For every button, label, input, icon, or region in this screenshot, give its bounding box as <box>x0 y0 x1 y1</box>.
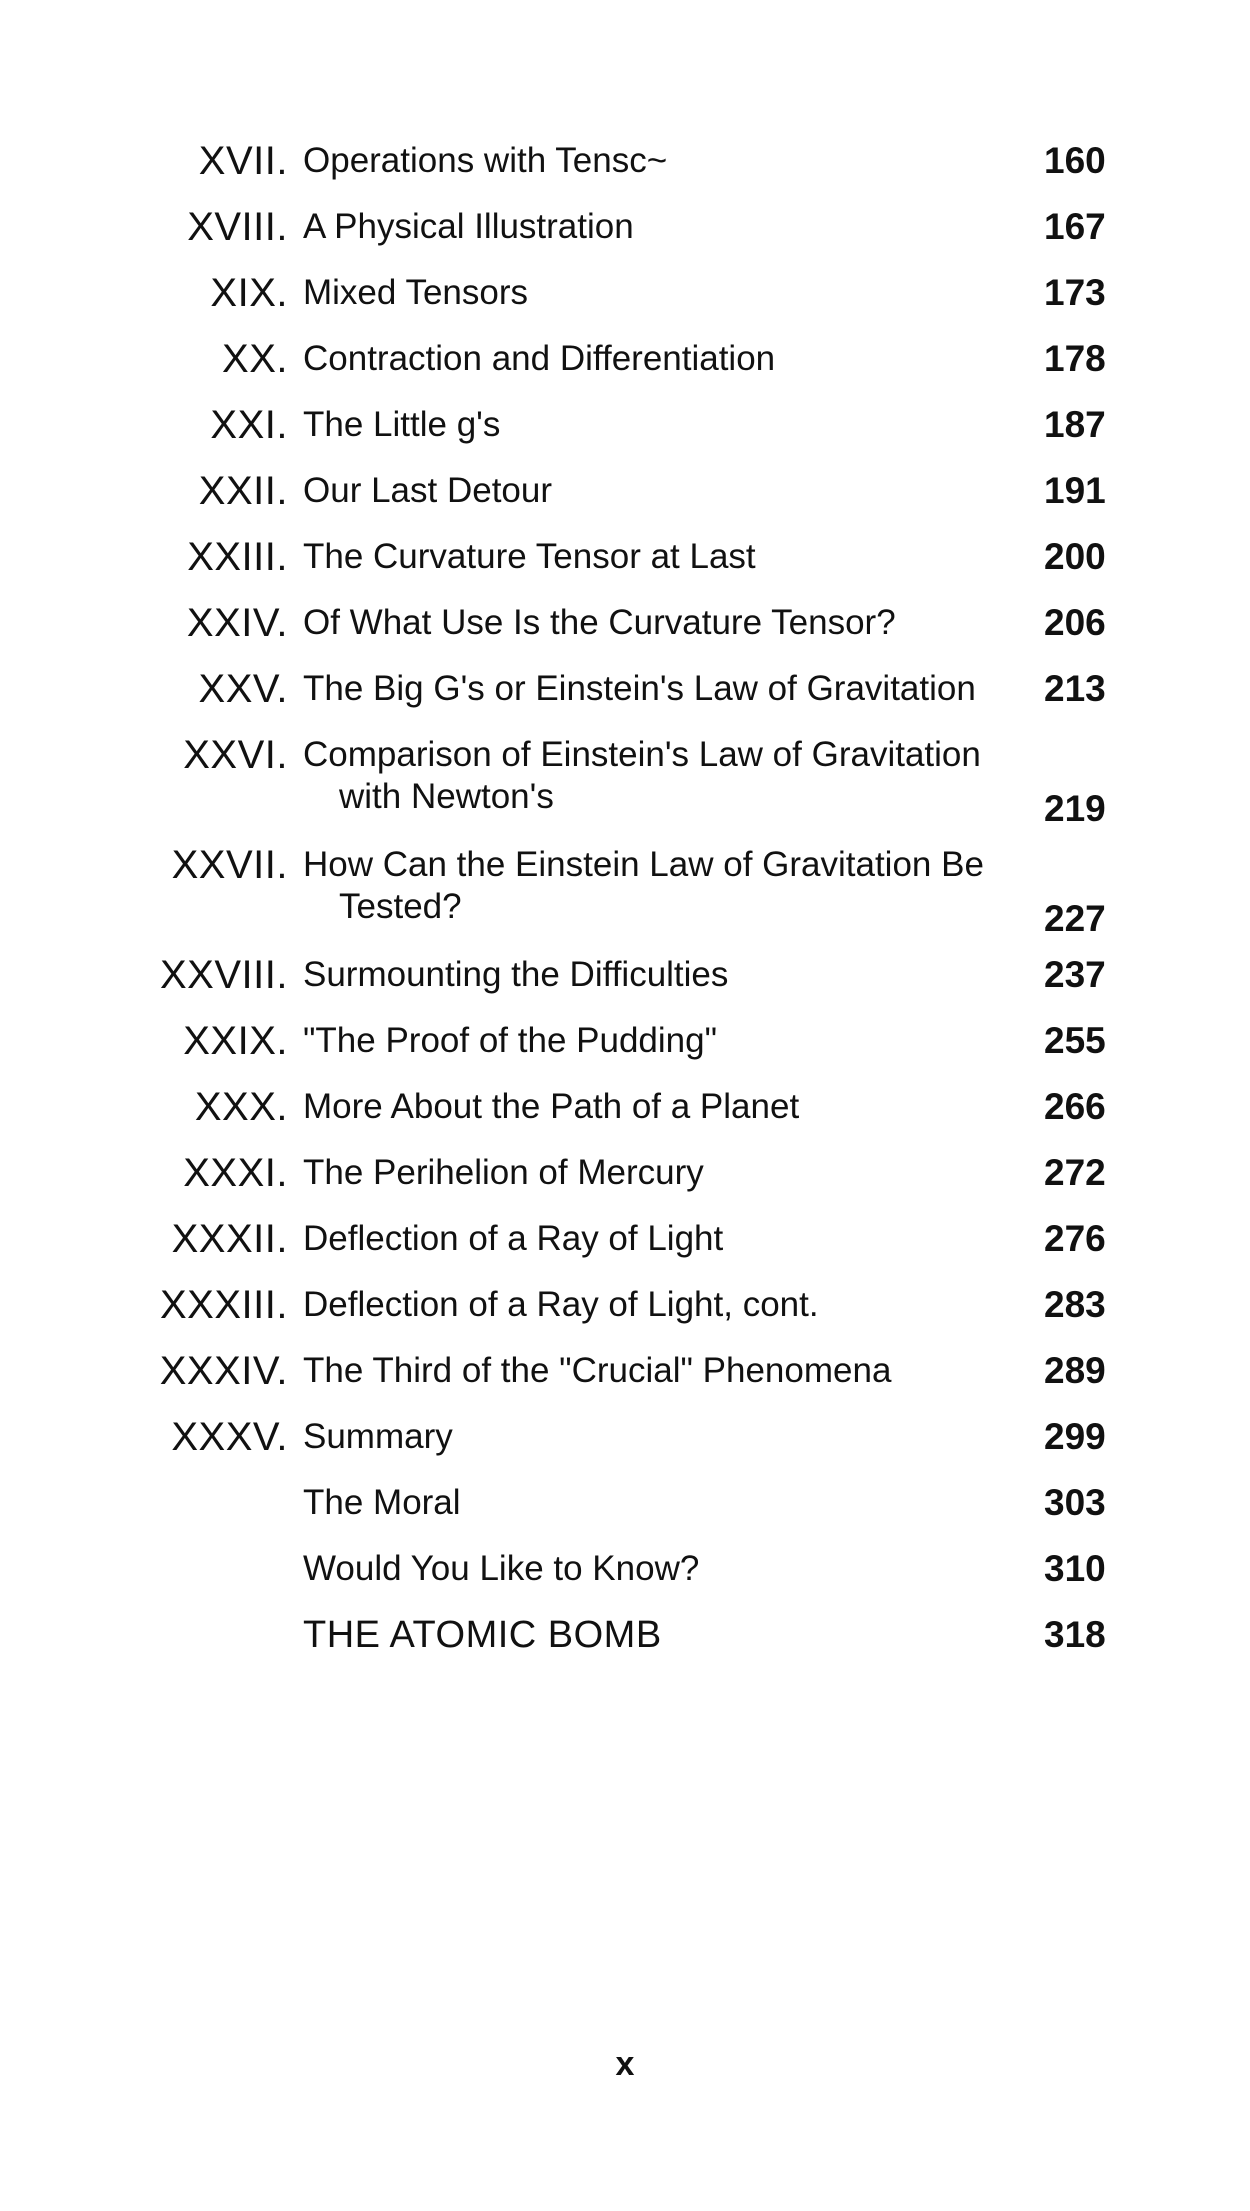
chapter-title: The Curvature Tensor at Last <box>303 537 756 576</box>
chapter-title: The Perihelion of Mercury <box>303 1153 704 1192</box>
chapter-number: XXII. <box>198 469 288 513</box>
chapter-title: The Little g's <box>303 405 501 444</box>
section-title: Would You Like to Know? <box>303 1549 700 1588</box>
page-folio: x <box>615 2045 635 2083</box>
chapter-title: Summary <box>303 1417 453 1456</box>
toc-entry-xxxv <box>0 1414 1250 1480</box>
section-title: THE ATOMIC BOMB <box>303 1614 662 1656</box>
chapter-number: XXXII. <box>171 1217 288 1261</box>
chapter-title: Deflection of a Ray of Light <box>303 1219 724 1258</box>
page-number: 318 <box>1044 1614 1106 1655</box>
page-number: 303 <box>1044 1482 1106 1523</box>
table-of-contents <box>0 138 1250 1678</box>
toc-entry-xxix <box>0 1018 1250 1084</box>
toc-entry-xxxii <box>0 1216 1250 1282</box>
toc-entry-xx <box>0 336 1250 402</box>
chapter-title: Surmounting the Difficulties <box>303 955 729 994</box>
page-number: 272 <box>1044 1152 1106 1193</box>
chapter-number: XXXV. <box>171 1415 288 1459</box>
page-number: 255 <box>1044 1020 1106 1061</box>
page-number: 200 <box>1044 536 1106 577</box>
page-number: 283 <box>1044 1284 1106 1325</box>
chapter-number: XVII. <box>198 139 288 183</box>
toc-entry-xxi <box>0 402 1250 468</box>
page-number: 276 <box>1044 1218 1106 1259</box>
toc-entry-atomic-bomb <box>0 1612 1250 1678</box>
chapter-title: Operations with Tensc~ <box>303 141 668 180</box>
section-title: The Moral <box>303 1483 461 1522</box>
chapter-number: XXVII. <box>171 843 288 887</box>
chapter-number: XXV. <box>198 667 288 711</box>
chapter-title: The Big G's or Einstein's Law of Gravitation <box>303 669 976 708</box>
page-number: 206 <box>1044 602 1106 643</box>
toc-entry-xix <box>0 270 1250 336</box>
chapter-number: XXIII. <box>187 535 288 579</box>
toc-entry-xxvi <box>0 732 1250 842</box>
chapter-number: XXXIV. <box>159 1349 288 1393</box>
toc-entry-moral <box>0 1480 1250 1546</box>
page-number: 173 <box>1044 272 1106 313</box>
toc-entry-would-you-like-to-know <box>0 1546 1250 1612</box>
chapter-number: XXI. <box>210 403 288 447</box>
chapter-title: Mixed Tensors <box>303 273 529 312</box>
chapter-number: XXX. <box>194 1085 288 1129</box>
chapter-number: XVIII. <box>187 205 288 249</box>
page-number: 187 <box>1044 404 1106 445</box>
page-number: 227 <box>1044 898 1106 939</box>
chapter-title: More About the Path of a Planet <box>303 1087 800 1126</box>
chapter-number: XXXIII. <box>160 1283 288 1327</box>
toc-entry-xxxiii <box>0 1282 1250 1348</box>
page-number: 178 <box>1044 338 1106 379</box>
chapter-title <box>303 734 1023 818</box>
page-number: 167 <box>1044 206 1106 247</box>
toc-entry-xxvii <box>0 842 1250 952</box>
page-number: 219 <box>1044 788 1106 829</box>
toc-entry-xxx <box>0 1084 1250 1150</box>
chapter-title: Deflection of a Ray of Light, cont. <box>303 1285 819 1324</box>
chapter-title <box>303 844 1023 928</box>
chapter-title-line2: with Newton's <box>339 777 554 816</box>
page-number: 289 <box>1044 1350 1106 1391</box>
chapter-number: XXVI. <box>183 733 288 777</box>
page-number: 266 <box>1044 1086 1106 1127</box>
toc-entry-xxxiv <box>0 1348 1250 1414</box>
chapter-title: A Physical Illustration <box>303 207 634 246</box>
chapter-number: XXVIII. <box>160 953 288 997</box>
chapter-title: Contraction and Differentiation <box>303 339 776 378</box>
page-number: 310 <box>1044 1548 1106 1589</box>
chapter-title-line1: How Can the Einstein Law of Gravitation Be <box>303 845 984 884</box>
chapter-number: XXXI. <box>183 1151 288 1195</box>
chapter-title: "The Proof of the Pudding" <box>303 1021 718 1060</box>
chapter-title: The Third of the "Crucial" Phenomena <box>303 1351 892 1390</box>
chapter-number: XXIX. <box>183 1019 288 1063</box>
chapter-title: Of What Use Is the Curvature Tensor? <box>303 603 896 642</box>
toc-entry-xxiv <box>0 600 1250 666</box>
toc-entry-xxii <box>0 468 1250 534</box>
page-number: 213 <box>1044 668 1106 709</box>
chapter-title-line1: Comparison of Einstein's Law of Gravitation <box>303 735 981 774</box>
toc-entry-xviii <box>0 204 1250 270</box>
toc-entry-xxviii <box>0 952 1250 1018</box>
chapter-title: Our Last Detour <box>303 471 552 510</box>
chapter-number: XX. <box>222 337 288 381</box>
page-number: 299 <box>1044 1416 1106 1457</box>
toc-entry-xxiii <box>0 534 1250 600</box>
page-number: 160 <box>1044 140 1106 181</box>
chapter-number: XIX. <box>210 271 288 315</box>
page-number: 191 <box>1044 470 1106 511</box>
toc-entry-xvii <box>0 138 1250 204</box>
page-number: 237 <box>1044 954 1106 995</box>
toc-entry-xxv <box>0 666 1250 732</box>
chapter-title-line2: Tested? <box>339 887 462 926</box>
chapter-number: XXIV. <box>186 601 288 645</box>
toc-entry-xxxi <box>0 1150 1250 1216</box>
